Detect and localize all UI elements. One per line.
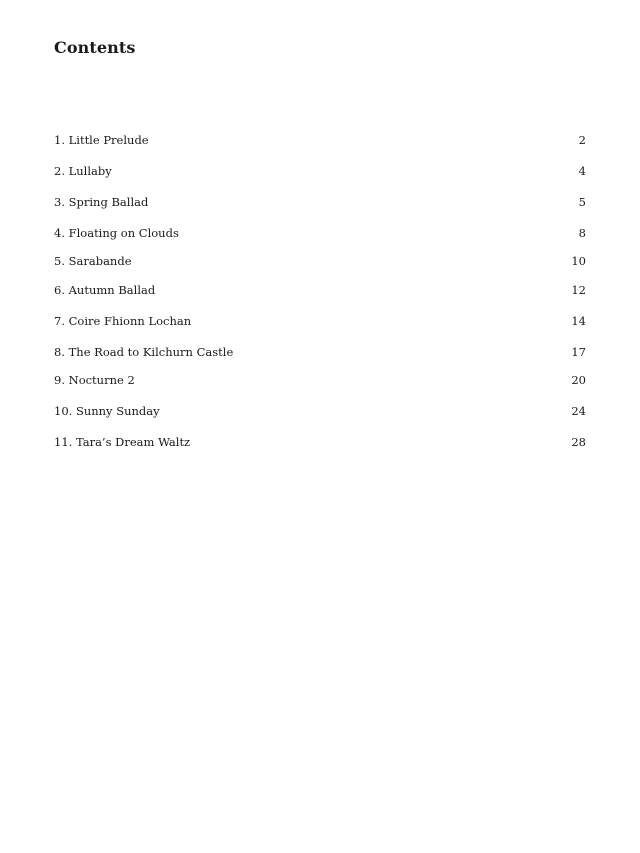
toc-entry-title: 8. The Road to Kilchurn Castle [54,345,234,359]
toc-entry-page: 4 [578,164,586,178]
page-title: Contents [54,38,136,57]
toc-entry [54,403,586,419]
toc-entry-title: 4. Floating on Clouds [54,226,179,240]
toc-entry-page: 5 [578,195,586,209]
toc-entry-page: 17 [571,345,586,359]
toc-entry [54,225,586,241]
toc-entry-page: 14 [571,314,586,328]
toc-entry-title: 6. Autumn Ballad [54,283,156,297]
toc-entry-page: 2 [578,133,586,147]
toc-entry [54,434,586,450]
toc-entry-title: 10. Sunny Sunday [54,404,160,418]
toc-entry-page: 28 [571,435,586,449]
toc-entry-title: 7. Coire Fhionn Lochan [54,314,192,328]
toc-entry [54,163,586,179]
toc-entry-title: 2. Lullaby [54,164,112,178]
toc-entry [54,253,586,269]
toc-entry-title: 1. Little Prelude [54,133,149,147]
toc-entry [54,344,586,360]
toc-entry [54,372,586,388]
toc-entry-title: 5. Sarabande [54,254,132,268]
toc-entry [54,313,586,329]
toc-entry-title: 9. Nocturne 2 [54,373,135,387]
toc-entry-title: 11. Tara’s Dream Waltz [54,435,191,449]
toc-entry [54,282,586,298]
toc-entry-page: 8 [578,226,586,240]
toc-entry [54,132,586,148]
toc-entry-page: 24 [571,404,586,418]
toc-entry-title: 3. Spring Ballad [54,195,149,209]
toc-entry-page: 10 [571,254,586,268]
table-of-contents [54,0,586,853]
toc-entry [54,194,586,210]
toc-entry-page: 12 [571,283,586,297]
toc-entry-page: 20 [571,373,586,387]
